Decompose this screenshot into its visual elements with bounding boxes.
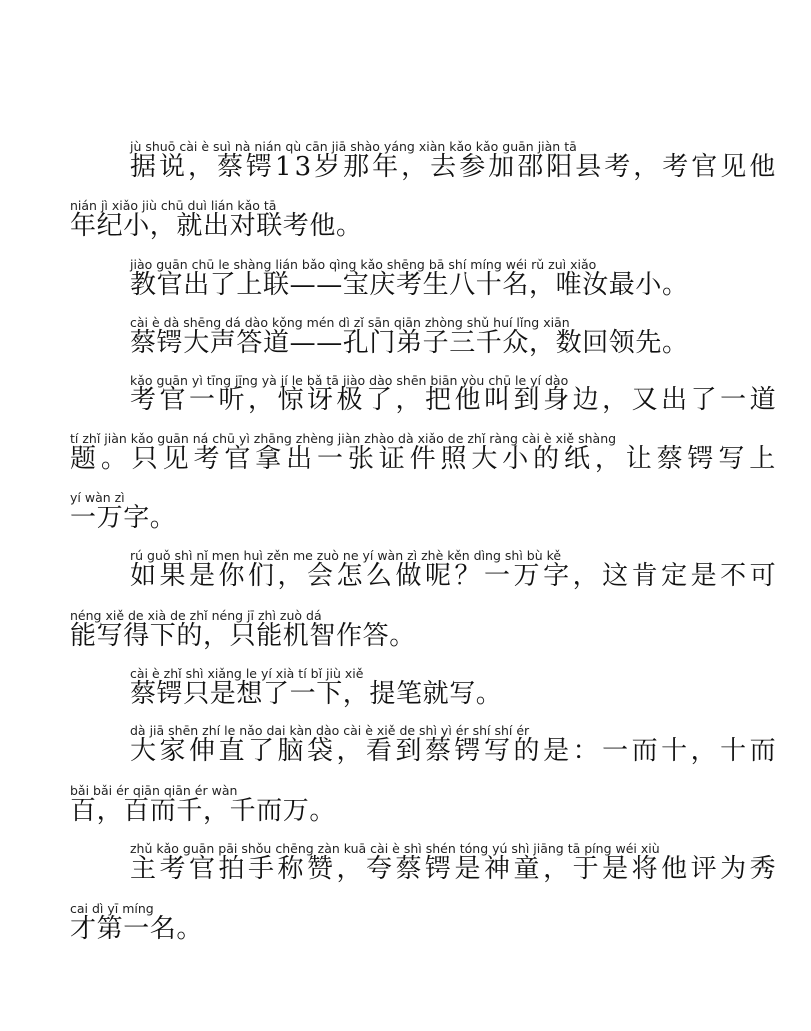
chinese-line: 一万字。 [70, 503, 177, 533]
chinese-line: 才第一名。 [70, 914, 204, 944]
chinese-line: 考官一听，惊讶极了，把他叫到身边，又出了一道 [130, 385, 780, 415]
chinese-line: 教官出了上联——宝庆考生八十名，唯汝最小。 [130, 270, 689, 300]
chinese-line: 如果是你们，会怎么做呢？一万字，这肯定是不可 [130, 561, 780, 591]
pinyin-line: jù shuō cài è suì nà nián qù cān jiā shào yáng xiàn kǎo kǎo guān jiàn tā [130, 139, 577, 154]
pinyin-line: zhǔ kǎo guān pāi shǒu chēng zàn kuā cài è shì shén tóng yú shì jiāng tā píng wéi xiù [130, 841, 660, 856]
pinyin-line: dà jiā shēn zhí le nǎo dai kàn dào cài è xiě de shì yì ér shí shí ér [130, 723, 530, 738]
pinyin-line: cai dì yī míng [70, 901, 154, 916]
chinese-line: 蔡锷大声答道——孔门弟子三千众，数回领先。 [130, 328, 689, 358]
pinyin-line: cài è dà shēng dá dào kǒng mén dì zǐ sān qiān zhòng shǔ huí lǐng xiān [130, 315, 570, 330]
chinese-line: 大家伸直了脑袋，看到蔡锷写的是：一而十，十而 [130, 736, 780, 766]
chinese-line: 据说，蔡锷13岁那年，去参加邵阳县考，考官见他 [130, 152, 779, 182]
chinese-line: 题。只见考官拿出一张证件照大小的纸，让蔡锷写上 [70, 444, 781, 474]
chinese-line: 年纪小，就出对联考他。 [70, 211, 363, 241]
pinyin-line: nián jì xiǎo jiù chū duì lián kǎo tā [70, 198, 277, 213]
pinyin-line: jiào guān chū le shàng lián bǎo qìng kǎo shēng bā shí míng wéi rǔ zuì xiǎo [130, 257, 597, 272]
pinyin-line: kǎo guān yì tīng jīng yà jí le bǎ tā jiào dào shēn biān yòu chū le yí dào [130, 373, 569, 388]
pinyin-line: bǎi bǎi ér qiān qiān ér wàn [70, 783, 238, 798]
chinese-line: 蔡锷只是想了一下，提笔就写。 [130, 679, 503, 709]
chinese-line: 百，百而千，千而万。 [70, 796, 337, 826]
pinyin-line: néng xiě de xià de zhǐ néng jī zhì zuò dá [70, 608, 322, 623]
pinyin-line: cài è zhǐ shì xiǎng le yí xià tí bǐ jiù xiě [130, 666, 364, 681]
pinyin-line: tí zhǐ jiàn kǎo guān ná chū yì zhāng zhèng jiàn zhào dà xiǎo de zhǐ ràng cài è xiě shàng [70, 431, 617, 446]
pinyin-line: yí wàn zì [70, 490, 125, 505]
chinese-line: 能写得下的，只能机智作答。 [70, 621, 416, 651]
chinese-line: 主考官拍手称赞，夸蔡锷是神童，于是将他评为秀 [130, 854, 780, 884]
pinyin-line: rú guǒ shì nǐ men huì zěn me zuò ne yí wàn zì zhè kěn dìng shì bù kě [130, 548, 562, 563]
